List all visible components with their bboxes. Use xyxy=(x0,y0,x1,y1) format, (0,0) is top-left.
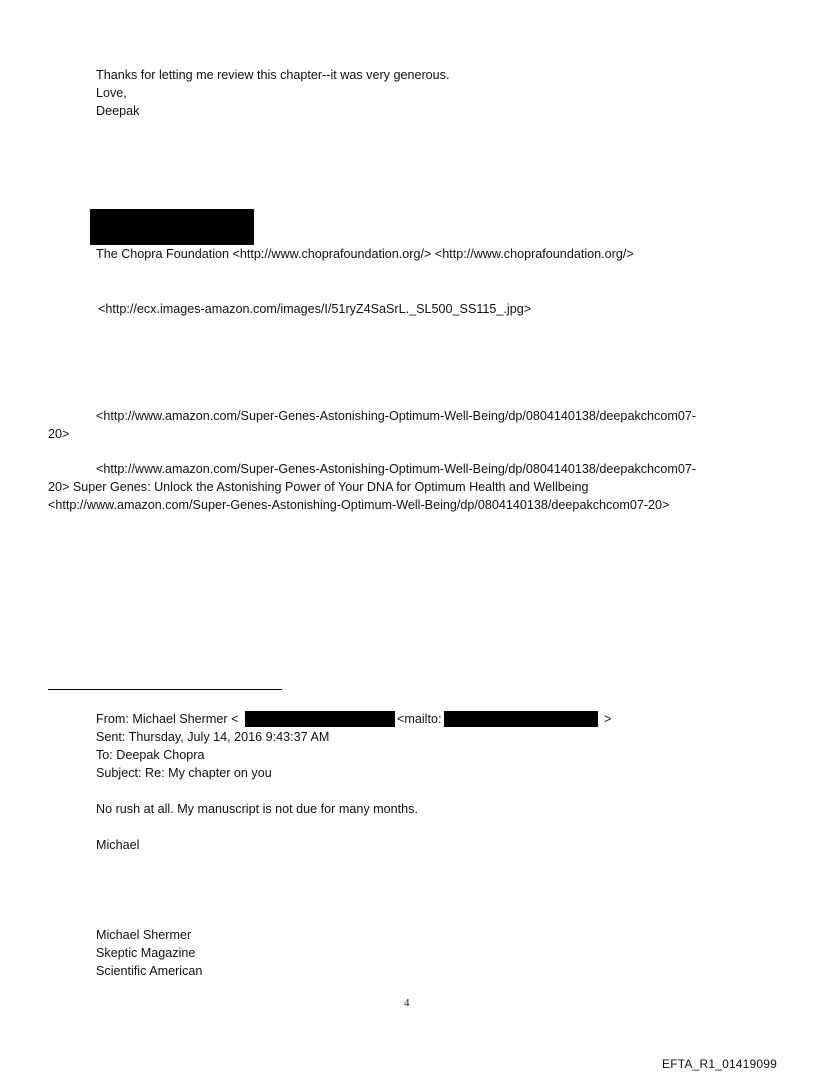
amazon-link-line: <http://www.amazon.com/Super-Genes-Astonishing-Optimum-Well-Being/dp/0804140138/deepakchcom07- xyxy=(96,409,697,423)
page-number: 4 xyxy=(404,997,410,1009)
from-prefix: From: Michael Shermer < xyxy=(96,712,239,726)
amazon-link-line: <http://www.amazon.com/Super-Genes-Astonishing-Optimum-Well-Being/dp/0804140138/deepakchcom07-20> xyxy=(48,498,670,512)
amazon-link-line: 20> xyxy=(48,427,70,441)
sent-line: Sent: Thursday, July 14, 2016 9:43:37 AM xyxy=(96,730,330,744)
sig-org: Scientific American xyxy=(96,964,203,978)
message-signature: Deepak xyxy=(96,104,140,118)
to-line: To: Deepak Chopra xyxy=(96,748,205,762)
amazon-link-line: <http://www.amazon.com/Super-Genes-Astonishing-Optimum-Well-Being/dp/0804140138/deepakchcom07- xyxy=(96,462,697,476)
quoted-body: No rush at all. My manuscript is not due for many months. xyxy=(96,802,418,816)
message-closing: Love, xyxy=(96,86,127,100)
image-link: <http://ecx.images-amazon.com/images/I/51ryZ4SaSrL._SL500_SS115_.jpg> xyxy=(98,302,532,316)
sig-org: Skeptic Magazine xyxy=(96,946,196,960)
from-suffix: > xyxy=(604,712,612,726)
quoted-sign: Michael xyxy=(96,838,140,852)
message-line: Thanks for letting me review this chapter--it was very generous. xyxy=(96,68,450,82)
book-title-line: 20> Super Genes: Unlock the Astonishing Power of Your DNA for Optimum Health and Wellbeing xyxy=(48,480,589,494)
divider-rule xyxy=(48,689,282,690)
redaction-bar xyxy=(444,711,598,727)
bates-number: EFTA_R1_01419099 xyxy=(662,1057,778,1071)
mailto-prefix: <mailto: xyxy=(397,712,442,726)
redaction-bar xyxy=(90,209,254,245)
sig-name: Michael Shermer xyxy=(96,928,192,942)
subject-line: Subject: Re: My chapter on you xyxy=(96,766,272,780)
foundation-line: The Chopra Foundation <http://www.choprafoundation.org/> <http://www.choprafoundation.org/> xyxy=(96,247,634,261)
redaction-bar xyxy=(245,711,395,727)
